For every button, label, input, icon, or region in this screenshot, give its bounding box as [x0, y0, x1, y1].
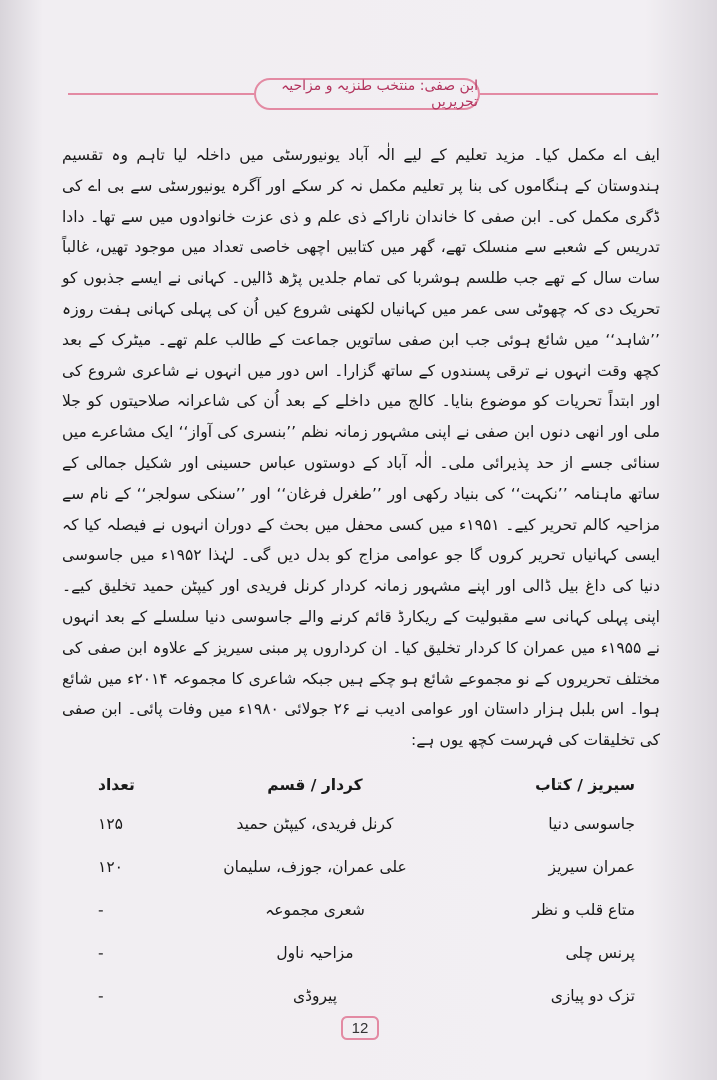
page-number-value: 12 [351, 1019, 369, 1037]
table-cell-character: کرنل فریدی، کیپٹن حمید [236, 814, 394, 833]
table-cell-series: عمران سیریز [548, 857, 635, 876]
works-table [90, 768, 635, 1017]
column-header-series: سیریز / کتاب [535, 776, 635, 794]
table-cell-series: جاسوسی دنیا [548, 814, 635, 833]
table-cell-character: شعری مجموعہ [265, 900, 365, 919]
body-text [62, 140, 660, 756]
table-row [90, 931, 635, 974]
column-header-character: کردار / قسم [267, 776, 363, 794]
page-number [341, 1016, 379, 1040]
table-cell-character: علی عمران، جوزف، سلیمان [223, 857, 407, 876]
table-header-row [90, 768, 635, 802]
table-cell-count: ۱۲۵ [98, 814, 123, 833]
table-cell-series: متاع قلب و نظر [532, 900, 635, 919]
table-row [90, 845, 635, 888]
table-row [90, 888, 635, 931]
table-cell-series: تزک دو پیازی [550, 986, 635, 1005]
table-cell-series: پرنس چلی [565, 943, 635, 962]
header-rule-right [480, 93, 658, 95]
column-header-count: تعداد [98, 776, 135, 794]
table-cell-character: پیروڈی [292, 986, 338, 1005]
table-cell-count: - [98, 900, 104, 919]
running-header [254, 78, 480, 110]
paragraph: ایف اے مکمل کیا۔ مزید تعلیم کے لیے الٰہ آباد یونیورسٹی میں داخلہ لیا تاہم وہ تقسیم ہندوستان کے ہنگاموں کی بنا پر تعلیم مکمل نہ کر سکے اور آگرہ یونیورسٹی سے بی اے کی ڈگری مکمل کی۔ ابن صفی کا خاندان ناراکے ذی علم و ذی عزت خانوادوں میں سے تھا۔ دادا تدریس کے شعبے سے منسلک تھے، گھر میں کتابیں اچھی خاصی تعداد میں موجود تھیں، غالباً سات سال کے تھے جب طلسم ہوشربا کی تمام جلدیں پڑھ ڈالیں۔ کہانی نے ایسے جذبوں کو تحریک دی کہ چھوٹی سی عمر میں کہانیاں لکھنی شروع کیں اُن کی پہلی کہانی ہفت روزہ ’’شاہد‘‘ میں شائع ہوئی جب ابن صفی ساتویں جماعت کے طالب علم تھے۔ میٹرک کے بعد کچھ وقت انہوں نے ترقی پسندوں کے ساتھ گزارا۔ اس دور میں انہوں نے شاعری شروع کی اور ابتداً تحریات کو موضوع بنایا۔ کالج میں داخلے کے بعد اُن کی شاعرانہ صلاحیتوں کو جلا ملی اور انھی دنوں ابن صفی نے اپنی مشہور زمانہ نظم ’’بنسری کی آواز‘‘ ایک مشاعرے میں سنائی جسے از حد پذیرائی ملی۔ الٰہ آباد کے دوستوں عباس حسینی اور شکیل جمالی کے ساتھ ماہنامہ ’’نکہت‘‘ کی بنیاد رکھی اور ’’طغرل فرغان‘‘ اور ’’سنکی سولجر‘‘ کے نام سے مزاحیہ کالم تحریر کیے۔ ۱۹۵۱ء میں کسی محفل میں بحث کے دوران انہوں نے فیصلہ کیا کہ ایسی کہانیاں تحریر کروں گا جو عوامی مزاج کو بدل دیں گی۔ لہٰذا ۱۹۵۲ء میں جاسوسی دنیا کی داغ بیل ڈالی اور اپنے مشہور زمانہ کردار کرنل فریدی اور کیپٹن حمید تخلیق کیے۔ اپنی پہلی کہانی سے مقبولیت کے ریکارڈ قائم کرنے والے جاسوسی دنیا سلسلے کے بعد انہوں نے ۱۹۵۵ء میں عمران کا کردار تخلیق کیا۔ ان کرداروں پر مبنی سیریز کے علاوہ ابن صفی کی مختلف تحریروں کے نو مجموعے شائع ہو چکے ہیں جبکہ شاعری کا مجموعہ ۲۰۱۴ء میں شائع ہوا۔ اس بلبل ہزار داستان اور عوامی ادیب نے ۲۶ جولائی ۱۹۸۰ء میں وفات پائی۔ ابن صفی کی تخلیقات کی فہرست کچھ یوں ہے: [62, 146, 661, 750]
table-cell-count: - [98, 986, 104, 1005]
header-rule-left [68, 93, 254, 95]
table-cell-count: ۱۲۰ [98, 857, 123, 876]
table-cell-character: مزاحیہ ناول [276, 943, 354, 962]
table-row [90, 802, 635, 845]
running-header-title: ابن صفی: منتخب طنزیہ و مزاحیہ تحریریں [281, 78, 478, 110]
table-row [90, 974, 635, 1017]
table-cell-count: - [98, 943, 104, 962]
